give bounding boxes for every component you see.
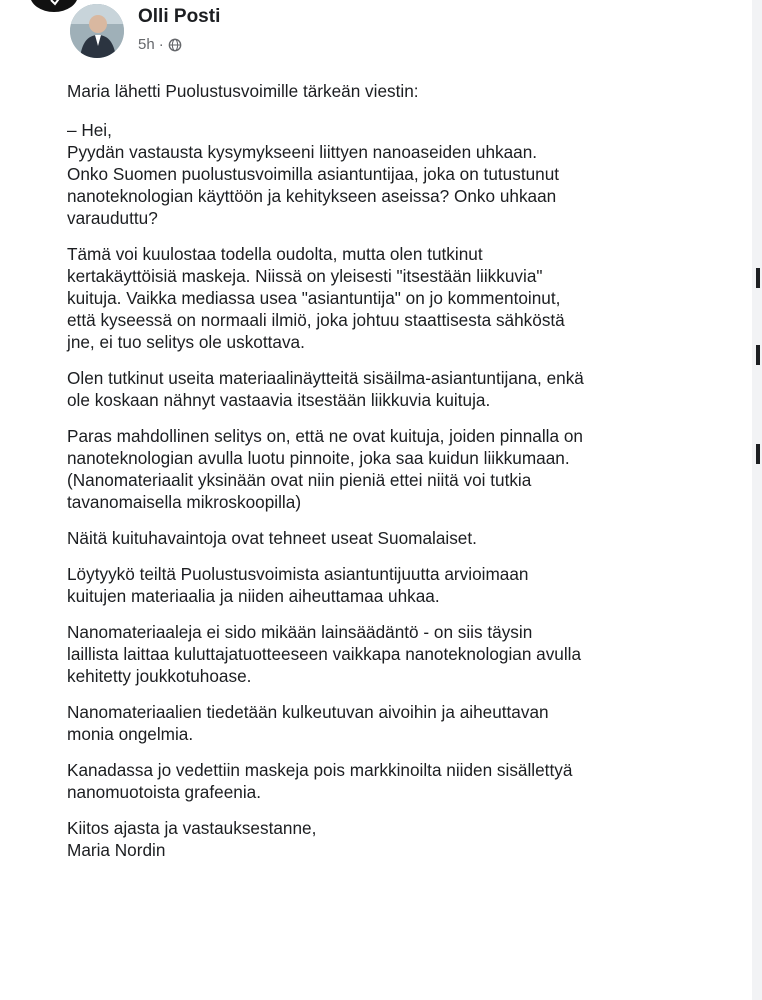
post-meta [138,36,182,53]
post-text-line: monia ongelmia. [67,724,194,744]
globe-icon [168,38,182,52]
scrollbar-mark [756,444,760,464]
post-paragraph [67,701,739,745]
post-paragraph [67,759,739,803]
post-text-line: Olen tutkinut useita materiaalinäytteitä sisäilma-asiantuntijana, enkä [67,368,584,388]
post-text-line: nanoteknologian käyttöön ja kehitykseen aseissa? Onko uhkaan [67,186,557,206]
previous-post-avatar [30,0,78,12]
post-text-line: kuitujen materiaalia ja niiden aiheuttamaa uhkaa. [67,586,440,606]
post-text-line: Pyydän vastausta kysymykseeni liittyen nanoaseiden uhkaan. [67,142,538,162]
post-text-line: – Hei, [67,120,112,140]
post-text-line: Nanomateriaalien tiedetään kulkeutuvan aivoihin ja aiheuttavan [67,702,549,722]
post-paragraph [67,425,739,513]
post-text-line: jne, ei tuo selitys ole uskottava. [67,332,305,352]
post-text-line: Kanadassa jo vedettiin maskeja pois markkinoilta niiden sisällettyä [67,760,573,780]
avatar[interactable] [70,4,124,58]
post-text-line: Onko Suomen puolustusvoimilla asiantuntijaa, joka on tutustunut [67,164,560,184]
post-paragraph [67,563,739,607]
post-text-line: Maria lähetti Puolustusvoimille tärkeän viestin: [67,81,419,101]
post-text-line: kehitetty joukkotuhoase. [67,666,252,686]
post-text-line: Nanomateriaaleja ei sido mikään lainsäädäntö - on siis täysin [67,622,533,642]
post-text-line: Kiitos ajasta ja vastauksestanne, [67,818,317,838]
post-paragraph [67,119,739,229]
post-text-line: kuituja. Vaikka mediassa usea "asiantuntija" on jo kommentoinut, [67,288,561,308]
post-text-line: Näitä kuituhavaintoja ovat tehneet useat Suomalaiset. [67,528,477,548]
post-text-line: ole koskaan nähnyt vastaavia itsestään liikkuvia kuituja. [67,390,491,410]
post-text-line: Maria Nordin [67,840,166,860]
post-text-line: Löytyykö teiltä Puolustusvoimista asiantuntijuutta arvioimaan [67,564,529,584]
post-text-line: että kyseessä on normaali ilmiö, joka johtuu staattisesta sähköstä [67,310,565,330]
post-text-line: nanomuotoista grafeenia. [67,782,261,802]
post-paragraph [67,817,739,861]
post-paragraph [67,367,739,411]
post-paragraph [67,80,739,102]
post-text-line: laillista laittaa kuluttajatuotteeseen vaikkapa nanoteknologian avulla [67,644,582,664]
post-paragraph [67,243,739,353]
meta-separator: · [158,36,164,53]
post-text-line: (Nanomateriaalit yksinään ovat niin pieniä ettei niitä voi tutkia [67,470,532,490]
post-paragraph [67,621,739,687]
scrollbar[interactable] [752,0,762,1000]
post-text-line: kertakäyttöisiä maskeja. Niissä on yleisesti "itsestään liikkuvia" [67,266,543,286]
post-text-line: Tämä voi kuulostaa todella oudolta, mutta olen tutkinut [67,244,483,264]
post-body [67,80,739,875]
scrollbar-mark [756,268,760,288]
author-name[interactable]: Olli Posti [138,6,221,27]
check-icon [48,0,64,8]
scrollbar-mark [756,345,760,365]
post-text-line: varauduttu? [67,208,158,228]
post-text-line: Paras mahdollinen selitys on, että ne ovat kuituja, joiden pinnalla on [67,426,583,446]
post-text-line: tavanomaisella mikroskoopilla) [67,492,302,512]
profile-photo-icon [70,4,124,58]
post-text-line: nanoteknologian avulla luotu pinnoite, joka saa kuidun liikkumaan. [67,448,570,468]
post-time[interactable]: 5h [138,36,155,53]
post-paragraph [67,527,739,549]
